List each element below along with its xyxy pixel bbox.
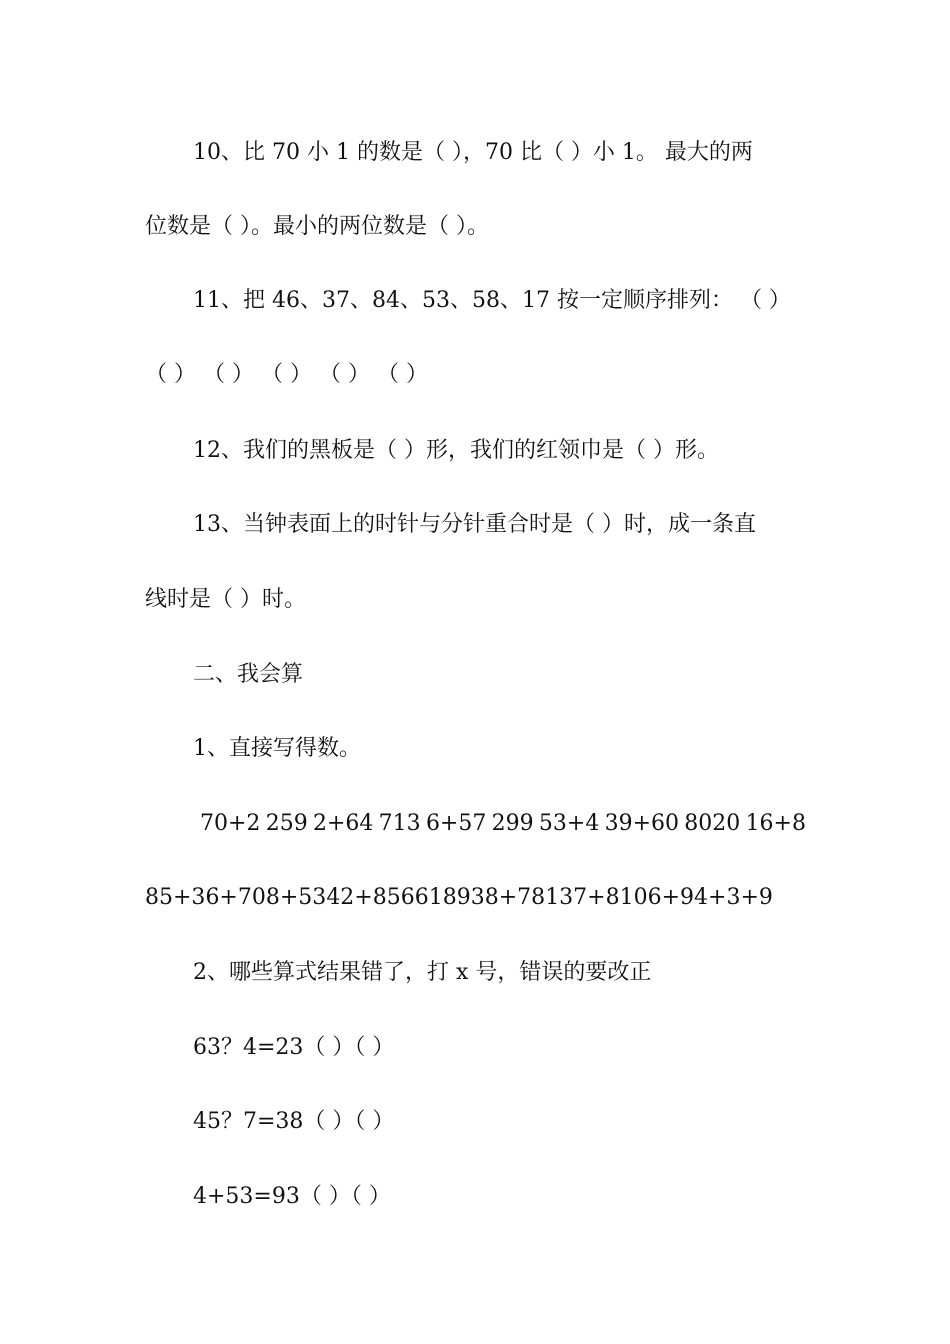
calc-item: 259 [265,811,308,836]
calc-item: 6+57 [425,811,487,836]
calc-item: 85+3 [145,885,206,910]
calc-item: 70+2 [200,811,261,836]
calc-item: 299 [491,811,534,836]
question-10-line-1: 10、比 70 小 1 的数是（ ），70 比（ ）小 1。 最大的两 [193,140,753,165]
calc-item: 106+9 [619,885,695,910]
calc-item: 4+3+9 [694,885,773,910]
calc-item: 42+8 [326,885,387,910]
section-heading: 二、我会算 [193,662,304,687]
check-item-2: 45？7=38（ ）（ ） [193,1109,395,1134]
calc-item: 8+78 [484,885,546,910]
part-2-title: 2、哪些算式结果错了，打 x 号，错误的要改正 [193,960,652,985]
question-13-line-1: 13、当钟表面上的时针与分针重合时是（ ）时，成一条直 [193,512,756,537]
question-12-line-1: 12、我们的黑板是（ ）形，我们的红领巾是（ ）形。 [193,438,719,463]
calc-item: 713 [378,811,421,836]
calc-item: 566 [386,885,429,910]
check-item-1: 63？4=23（ ）（ ） [193,1035,395,1060]
calc-item: 8020 [684,811,741,836]
calc-item: 6+70 [205,885,266,910]
part-1-title: 1、直接写得数。 [193,736,361,761]
calc-item: 16+8 [745,811,806,836]
question-13-line-2: 线时是（ ）时。 [145,587,306,612]
calc-item: 1893 [428,885,485,910]
calc-item: 2+64 [312,811,374,836]
calc-item: 53+4 [538,811,600,836]
calc-row-2 [145,883,773,913]
calc-item: 8+53 [265,885,327,910]
question-11-line-1: 11、把 46、37、84、53、58、17 按一定顺序排列： （ ） [193,288,791,313]
calc-row-1 [200,809,806,839]
check-item-3: 4+53=93（ ）（ ） [193,1184,391,1209]
question-11-line-2: （ ） （ ） （ ） （ ） （ ） [145,362,428,387]
calc-item: 137+8 [545,885,620,910]
calc-item: 39+60 [604,811,680,836]
question-10-line-2: 位数是（ ）。最小的两位数是（ ）。 [145,214,489,239]
